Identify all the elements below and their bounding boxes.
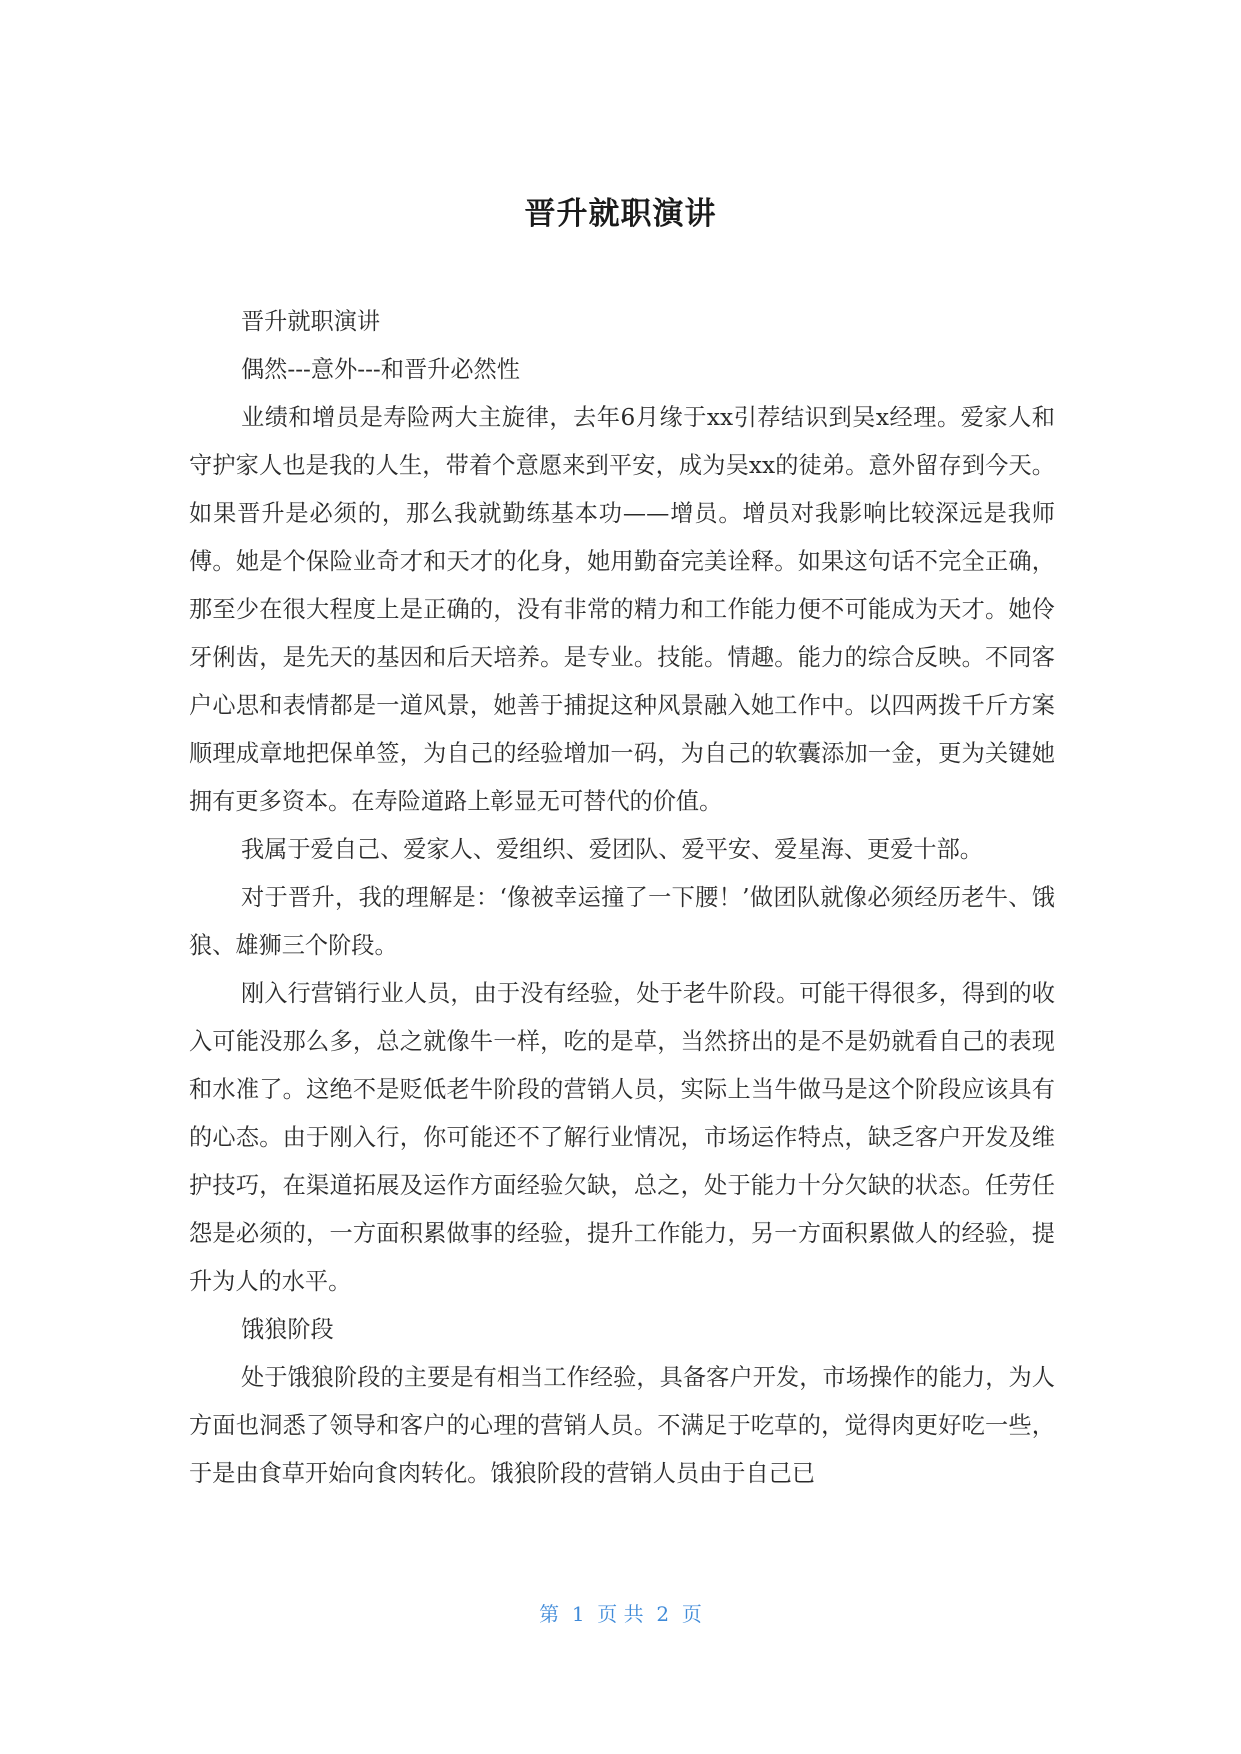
paragraph: 我属于爱自己、爱家人、爱组织、爱团队、爱平安、爱星海、更爱十部。 xyxy=(241,836,983,863)
paragraph: 对于晋升，我的理解是：‘像被幸运撞了一下腰！’做团队就像必须经历老牛、饿狼、雄狮三个阶段。 xyxy=(189,884,1055,959)
paragraph: 刚入行营销行业人员，由于没有经验，处于老牛阶段。可能干得很多，得到的收入可能没那么多，总之就像牛一样，吃的是草，当然挤出的是不是奶就看自己的表现和水准了。这绝不是贬低老牛阶段的营销人员，实际上当牛做马是这个阶段应该具有的心态。由于刚入行，你可能还不了解行业情况，市场运作特点，缺乏客户开发及维护技巧，在渠道拓展及运作方面经验欠缺，总之，处于能力十分欠缺的状态。任劳任怨是必须的，一方面积累做事的经验，提升工作能力，另一方面积累做人的经验，提升为人的水平。 xyxy=(189,980,1055,1295)
document-body xyxy=(189,298,1055,1498)
document-title: 晋升就职演讲 xyxy=(524,196,717,232)
section-heading: 饿狼阶段 xyxy=(241,1316,334,1343)
page-number-footer: 第 1 页 共 2 页 xyxy=(539,1602,702,1626)
paragraph: 处于饿狼阶段的主要是有相当工作经验，具备客户开发，市场操作的能力，为人方面也洞悉了领导和客户的心理的营销人员。不满足于吃草的，觉得肉更好吃一些，于是由食草开始向食肉转化。饿狼阶段的营销人员由于自己已 xyxy=(189,1364,1055,1487)
paragraph: 业绩和增员是寿险两大主旋律，去年6月缘于xx引荐结识到吴x经理。爱家人和守护家人也是我的人生，带着个意愿来到平安，成为吴xx的徒弟。意外留存到今天。如果晋升是必须的，那么我就勤练基本功——增员。增员对我影响比较深远是我师傅。她是个保险业奇才和天才的化身，她用勤奋完美诠释。如果这句话不完全正确，那至少在很大程度上是正确的，没有非常的精力和工作能力便不可能成为天才。她伶牙俐齿，是先天的基因和后天培养。是专业。技能。情趣。能力的综合反映。不同客户心思和表情都是一道风景，她善于捕捉这种风景融入她工作中。以四两拨千斤方案顺理成章地把保单签，为自己的经验增加一码，为自己的软囊添加一金，更为关键她拥有更多资本。在寿险道路上彰显无可替代的价值。 xyxy=(189,404,1055,815)
paragraph-heading: 晋升就职演讲 xyxy=(241,308,381,335)
paragraph-subtitle: 偶然---意外---和晋升必然性 xyxy=(241,356,520,383)
